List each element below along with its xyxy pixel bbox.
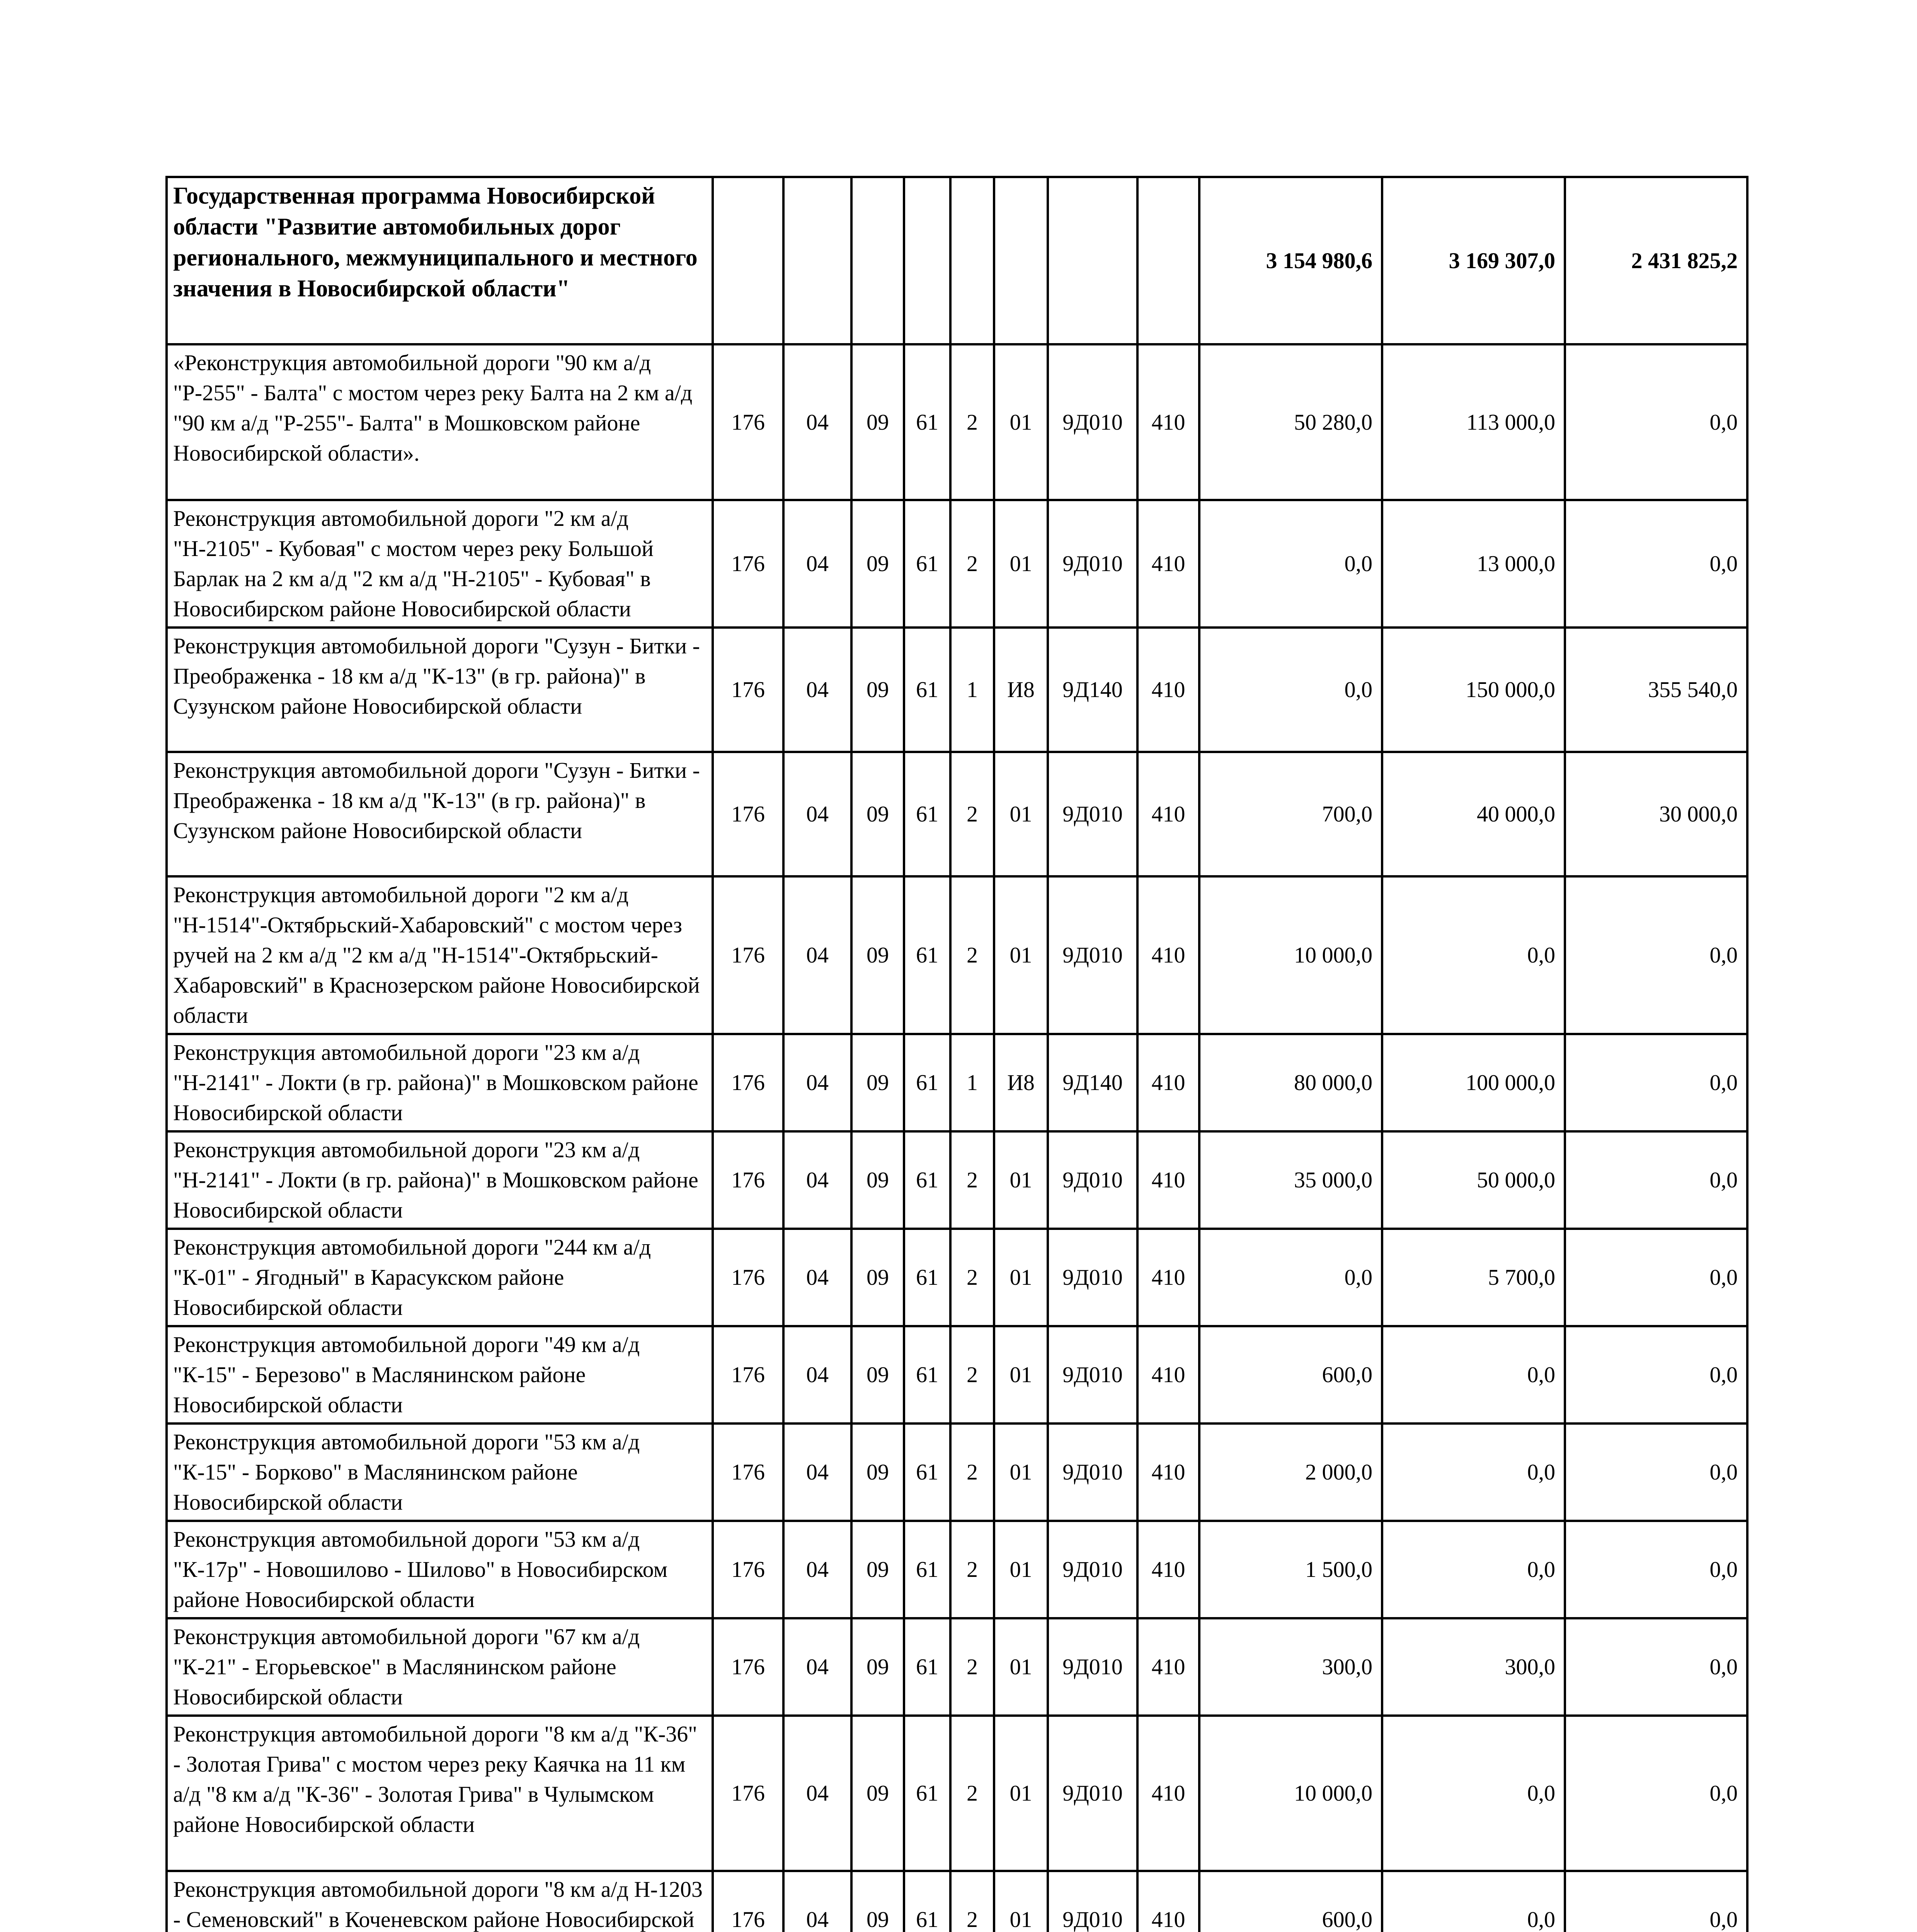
table-row [167,1521,1747,1618]
event-code: 01 [994,1131,1048,1229]
event-code: 01 [994,1871,1048,1932]
event-code: 01 [994,1423,1048,1521]
sum-year-2: 0,0 [1382,1423,1565,1521]
sum-year-2: 100 000,0 [1382,1034,1565,1131]
subprogram-code: 2 [950,1716,994,1871]
program-code: 61 [904,628,950,752]
program-sum-1: 3 154 980,6 [1199,177,1382,344]
sum-year-1: 300,0 [1199,1618,1382,1716]
empty-cell [1137,177,1199,344]
direction-code: 9Д010 [1048,876,1137,1034]
expense-type-code: 410 [1137,1521,1199,1618]
row-name: Реконструкция автомобильной дороги "8 км а/д Н-1203 - Семеновский" в Коченевском районе Новосибирской [167,1871,713,1932]
event-code: 01 [994,1716,1048,1871]
subsection-code: 09 [851,500,904,628]
expense-type-code: 410 [1137,1618,1199,1716]
table-row [167,500,1747,628]
sum-year-3: 0,0 [1565,876,1747,1034]
grbs-code: 176 [713,1034,783,1131]
program-code: 61 [904,1871,950,1932]
sum-year-2: 150 000,0 [1382,628,1565,752]
subsection-code: 09 [851,1034,904,1131]
budget-table [165,176,1748,1932]
table-row [167,1326,1747,1423]
expense-type-code: 410 [1137,752,1199,876]
row-name: Реконструкция автомобильной дороги "67 км а/д "К-21" - Егорьевское" в Маслянинском районе Новосибирской области [167,1618,713,1716]
sum-year-1: 0,0 [1199,500,1382,628]
empty-cell [994,177,1048,344]
sum-year-3: 0,0 [1565,1034,1747,1131]
section-code: 04 [783,1871,851,1932]
expense-type-code: 410 [1137,344,1199,500]
empty-cell [851,177,904,344]
sum-year-1: 50 280,0 [1199,344,1382,500]
subprogram-code: 1 [950,1034,994,1131]
section-code: 04 [783,344,851,500]
subsection-code: 09 [851,1618,904,1716]
sum-year-2: 0,0 [1382,1521,1565,1618]
program-code: 61 [904,344,950,500]
table-row [167,628,1747,752]
sum-year-2: 50 000,0 [1382,1131,1565,1229]
subsection-code: 09 [851,1423,904,1521]
table-row [167,1871,1747,1932]
subsection-code: 09 [851,1326,904,1423]
section-code: 04 [783,1034,851,1131]
sum-year-1: 600,0 [1199,1871,1382,1932]
table-row [167,752,1747,876]
event-code: 01 [994,344,1048,500]
table-row [167,1131,1747,1229]
grbs-code: 176 [713,1326,783,1423]
section-code: 04 [783,752,851,876]
program-code: 61 [904,1618,950,1716]
section-code: 04 [783,1326,851,1423]
program-code: 61 [904,1716,950,1871]
event-code: 01 [994,1326,1048,1423]
sum-year-1: 600,0 [1199,1326,1382,1423]
table-row [167,1229,1747,1326]
row-name: Реконструкция автомобильной дороги "Сузун - Битки - Преображенка - 18 км а/д "К-13" (в гр. района)" в Сузунском районе Новосибирской области [167,628,713,752]
expense-type-code: 410 [1137,500,1199,628]
subprogram-code: 2 [950,1229,994,1326]
grbs-code: 176 [713,1131,783,1229]
sum-year-1: 1 500,0 [1199,1521,1382,1618]
program-code: 61 [904,1326,950,1423]
program-code: 61 [904,752,950,876]
event-code: 01 [994,752,1048,876]
sum-year-2: 113 000,0 [1382,344,1565,500]
sum-year-1: 80 000,0 [1199,1034,1382,1131]
program-sum-2: 3 169 307,0 [1382,177,1565,344]
expense-type-code: 410 [1137,1229,1199,1326]
grbs-code: 176 [713,1229,783,1326]
program-total-row [167,177,1747,344]
direction-code: 9Д010 [1048,1618,1137,1716]
sum-year-2: 40 000,0 [1382,752,1565,876]
subprogram-code: 1 [950,628,994,752]
section-code: 04 [783,500,851,628]
grbs-code: 176 [713,1618,783,1716]
program-code: 61 [904,1521,950,1618]
subprogram-code: 2 [950,1326,994,1423]
sum-year-1: 35 000,0 [1199,1131,1382,1229]
sum-year-3: 0,0 [1565,1326,1747,1423]
sum-year-3: 0,0 [1565,1229,1747,1326]
sum-year-2: 0,0 [1382,876,1565,1034]
sum-year-3: 30 000,0 [1565,752,1747,876]
sum-year-2: 0,0 [1382,1326,1565,1423]
event-code: 01 [994,876,1048,1034]
table-row [167,1716,1747,1871]
direction-code: 9Д010 [1048,752,1137,876]
event-code: И8 [994,1034,1048,1131]
grbs-code: 176 [713,1423,783,1521]
expense-type-code: 410 [1137,1131,1199,1229]
expense-type-code: 410 [1137,876,1199,1034]
direction-code: 9Д010 [1048,1871,1137,1932]
sum-year-1: 10 000,0 [1199,1716,1382,1871]
subprogram-code: 2 [950,1871,994,1932]
direction-code: 9Д010 [1048,1521,1137,1618]
budget-table-page [165,176,1746,1932]
subsection-code: 09 [851,628,904,752]
sum-year-3: 0,0 [1565,344,1747,500]
row-name: Реконструкция автомобильной дороги "23 км а/д "Н-2141" - Локти (в гр. района)" в Мошковском районе Новосибирской области [167,1131,713,1229]
sum-year-3: 0,0 [1565,500,1747,628]
empty-cell [783,177,851,344]
grbs-code: 176 [713,1716,783,1871]
sum-year-3: 0,0 [1565,1131,1747,1229]
subprogram-code: 2 [950,344,994,500]
subsection-code: 09 [851,1871,904,1932]
table-row [167,1423,1747,1521]
grbs-code: 176 [713,628,783,752]
direction-code: 9Д010 [1048,1423,1137,1521]
section-code: 04 [783,1423,851,1521]
sum-year-2: 5 700,0 [1382,1229,1565,1326]
subprogram-code: 2 [950,500,994,628]
sum-year-1: 700,0 [1199,752,1382,876]
expense-type-code: 410 [1137,1871,1199,1932]
empty-cell [904,177,950,344]
row-name: Реконструкция автомобильной дороги "23 км а/д "Н-2141" - Локти (в гр. района)" в Мошковском районе Новосибирской области [167,1034,713,1131]
row-name: Реконструкция автомобильной дороги "2 км а/д "Н-2105" - Кубовая" с мостом через реку Большой Барлак на 2 км а/д "2 км а/д "Н-2105" - Кубовая" в Новосибирском районе Новосибирской области [167,500,713,628]
program-code: 61 [904,1034,950,1131]
expense-type-code: 410 [1137,1423,1199,1521]
subprogram-code: 2 [950,1423,994,1521]
sum-year-2: 0,0 [1382,1871,1565,1932]
grbs-code: 176 [713,1521,783,1618]
table-row [167,344,1747,500]
grbs-code: 176 [713,876,783,1034]
grbs-code: 176 [713,1871,783,1932]
sum-year-3: 0,0 [1565,1521,1747,1618]
subsection-code: 09 [851,752,904,876]
grbs-code: 176 [713,500,783,628]
sum-year-3: 355 540,0 [1565,628,1747,752]
sum-year-1: 0,0 [1199,628,1382,752]
direction-code: 9Д010 [1048,344,1137,500]
sum-year-3: 0,0 [1565,1423,1747,1521]
sum-year-1: 0,0 [1199,1229,1382,1326]
section-code: 04 [783,1716,851,1871]
direction-code: 9Д010 [1048,1716,1137,1871]
program-name: Государственная программа Новосибирской области "Развитие автомобильных дорог регионального, межмуниципального и местного значения в Новосибирской области" [167,177,713,344]
subsection-code: 09 [851,1131,904,1229]
row-name: «Реконструкция автомобильной дороги "90 км а/д "Р-255" - Балта" с мостом через реку Балта на 2 км а/д "90 км а/д "Р-255"- Балта" в Мошковском районе Новосибирской области». [167,344,713,500]
sum-year-1: 10 000,0 [1199,876,1382,1034]
direction-code: 9Д010 [1048,1131,1137,1229]
sum-year-3: 0,0 [1565,1618,1747,1716]
grbs-code: 176 [713,752,783,876]
expense-type-code: 410 [1137,1716,1199,1871]
row-name: Реконструкция автомобильной дороги "53 км а/д "К-15" - Борково" в Маслянинском районе Новосибирской области [167,1423,713,1521]
event-code: 01 [994,1229,1048,1326]
table-row [167,1618,1747,1716]
sum-year-2: 13 000,0 [1382,500,1565,628]
subprogram-code: 2 [950,752,994,876]
event-code: 01 [994,1521,1048,1618]
subprogram-code: 2 [950,1521,994,1618]
empty-cell [1048,177,1137,344]
event-code: 01 [994,1618,1048,1716]
event-code: И8 [994,628,1048,752]
event-code: 01 [994,500,1048,628]
program-code: 61 [904,876,950,1034]
subprogram-code: 2 [950,1618,994,1716]
subsection-code: 09 [851,1229,904,1326]
section-code: 04 [783,1618,851,1716]
subsection-code: 09 [851,1521,904,1618]
table-row [167,876,1747,1034]
program-code: 61 [904,1423,950,1521]
direction-code: 9Д010 [1048,500,1137,628]
empty-cell [713,177,783,344]
expense-type-code: 410 [1137,628,1199,752]
direction-code: 9Д140 [1048,628,1137,752]
section-code: 04 [783,1131,851,1229]
subprogram-code: 2 [950,876,994,1034]
table-row [167,1034,1747,1131]
sum-year-2: 300,0 [1382,1618,1565,1716]
sum-year-2: 0,0 [1382,1716,1565,1871]
expense-type-code: 410 [1137,1326,1199,1423]
sum-year-1: 2 000,0 [1199,1423,1382,1521]
empty-cell [950,177,994,344]
grbs-code: 176 [713,344,783,500]
row-name: Реконструкция автомобильной дороги "Сузун - Битки - Преображенка - 18 км а/д "К-13" (в гр. района)" в Сузунском районе Новосибирской области [167,752,713,876]
row-name: Реконструкция автомобильной дороги "49 км а/д "К-15" - Березово" в Маслянинском районе Новосибирской области [167,1326,713,1423]
section-code: 04 [783,628,851,752]
row-name: Реконструкция автомобильной дороги "8 км а/д "К-36" - Золотая Грива" с мостом через реку Каячка на 11 км а/д "8 км а/д "К-36" - Золотая Грива" в Чулымском районе Новосибирской области [167,1716,713,1871]
section-code: 04 [783,1229,851,1326]
sum-year-3: 0,0 [1565,1871,1747,1932]
row-name: Реконструкция автомобильной дороги "2 км а/д "Н-1514"-Октябрьский-Хабаровский" с мостом через ручей на 2 км а/д "2 км а/д "Н-1514"-Октябрьский-Хабаровский" в Краснозерском районе Новосибирской области [167,876,713,1034]
expense-type-code: 410 [1137,1034,1199,1131]
program-code: 61 [904,1229,950,1326]
subsection-code: 09 [851,876,904,1034]
row-name: Реконструкция автомобильной дороги "53 км а/д "К-17р" - Новошилово - Шилово" в Новосибирском районе Новосибирской области [167,1521,713,1618]
direction-code: 9Д010 [1048,1229,1137,1326]
subprogram-code: 2 [950,1131,994,1229]
subsection-code: 09 [851,344,904,500]
section-code: 04 [783,876,851,1034]
program-code: 61 [904,1131,950,1229]
subsection-code: 09 [851,1716,904,1871]
program-code: 61 [904,500,950,628]
row-name: Реконструкция автомобильной дороги "244 км а/д "К-01" - Ягодный" в Карасукском районе Новосибирской области [167,1229,713,1326]
direction-code: 9Д140 [1048,1034,1137,1131]
direction-code: 9Д010 [1048,1326,1137,1423]
section-code: 04 [783,1521,851,1618]
sum-year-3: 0,0 [1565,1716,1747,1871]
program-sum-3: 2 431 825,2 [1565,177,1747,344]
